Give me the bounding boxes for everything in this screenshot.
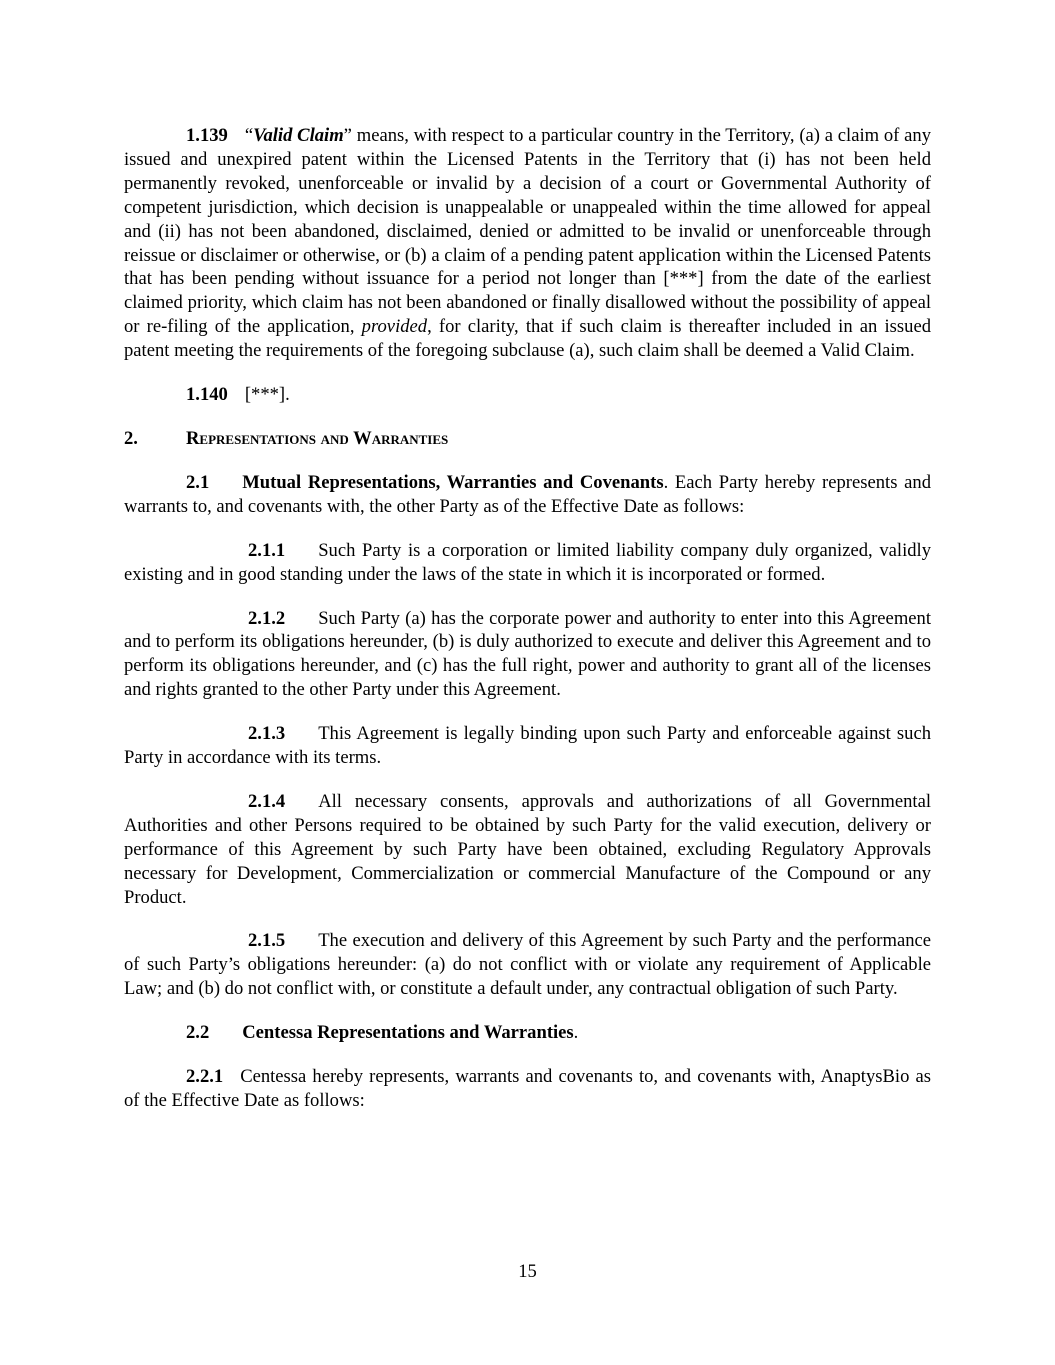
- article-2-heading: [124, 427, 931, 451]
- provided-term: provided: [361, 316, 428, 338]
- definition-text-cont: , for clarity, that if such claim is thereafter included in an issued patent meeting the requirements of the foregoing subclause (a), such claim shall be deemed a Valid Claim.: [124, 316, 931, 362]
- section-number: 2.2: [186, 1022, 210, 1044]
- page-number: 15: [518, 1261, 537, 1282]
- section-text: This Agreement is legally binding upon such Party and enforceable against such Party in accordance with its terms.: [124, 723, 931, 769]
- section-text: .: [573, 1022, 579, 1044]
- section-text: All necessary consents, approvals and authorizations of all Governmental Authorities and other Persons required to be obtained by such Party for the valid execution, delivery or performance of this Agreement by such Party have been obtained, excluding Regulatory Approvals necessary for Development, Commercialization or commercial Manufacture of the Compound or any Product.: [124, 790, 931, 908]
- defined-term: Valid Claim: [253, 125, 344, 146]
- definition-text: means, with respect to a particular country in the Territory, (a) a claim of any issued and unexpired patent within the Licensed Patents in the Territory that (i) has not been held permanently revoked, unenforceable or invalid by a decision of a court or Governmental Authority of competent jurisdiction, which decision is unappealable or unappealed within the time allowed for appeal and (ii) has not been abandoned, disclaimed, denied or admitted to be invalid or unenforceable through reissue or disclaimer or otherwise, or (b) a claim of a pending patent application within the Licensed Patents that has been pending without issuance for a period not longer than [***] from the date of the earliest claimed priority, which claim has not been abandoned or finally disallowed without the possibility of appeal or re-filing of the application,: [124, 125, 931, 338]
- section-text: Centessa hereby represents, warrants and covenants to, and covenants with, AnaptysBio as of the Effective Date as follows:: [124, 1066, 931, 1111]
- section-number: 2.1.4: [248, 790, 286, 812]
- section-text: . Each Party hereby represents and warrants to, and covenants with, the other Party as of the Effective Date as follows:: [124, 471, 931, 517]
- section-number: 2.2.1: [186, 1066, 224, 1088]
- article-number: 2.: [124, 427, 138, 449]
- open-quote: “: [244, 125, 254, 146]
- section-number: 2.1.3: [248, 723, 286, 745]
- section-text: Such Party is a corporation or limited liability company duly organized, validly existing and in good standing under the laws of the state in which it is incorporated or formed.: [124, 539, 931, 585]
- section-2-1-2: [124, 607, 931, 703]
- section-2-2: [124, 1021, 931, 1045]
- section-number: 2.1.1: [248, 539, 286, 561]
- section-text: The execution and delivery of this Agreement by such Party and the performance of such Party’s obligations hereunder: (a) do not conflict with or violate any requirement of Applicable Law; and (b) do not conflict with, or constitute a default under, any contractual obligation of such Party.: [124, 930, 931, 1000]
- section-2-1-3: [124, 722, 931, 770]
- section-text: Such Party (a) has the corporate power and authority to enter into this Agreement and to perform its obligations hereunder, (b) is duly authorized to execute and deliver this Agreement and to perform its obligations hereunder, and (c) has the full right, power and authority to grant all of the licenses and rights granted to the other Party under this Agreement.: [124, 607, 931, 701]
- section-1-139: [124, 124, 931, 363]
- section-number: 2.1.5: [248, 930, 286, 952]
- section-text: [***].: [244, 384, 290, 406]
- section-2-1: [124, 471, 931, 519]
- section-1-140: [124, 383, 931, 407]
- section-title: Mutual Representations, Warranties and Covenants: [242, 471, 664, 493]
- section-2-1-4: [124, 790, 931, 910]
- article-title: Representations and Warranties: [186, 427, 449, 449]
- section-number: 1.140: [186, 384, 228, 406]
- section-2-1-1: [124, 539, 931, 587]
- section-2-2-1: [124, 1065, 931, 1113]
- section-number: 1.139: [186, 125, 228, 146]
- section-number: 2.1.2: [248, 607, 286, 629]
- section-2-1-5: [124, 929, 931, 1001]
- section-title: Centessa Representations and Warranties: [242, 1022, 574, 1044]
- document-page: [124, 124, 931, 1113]
- close-quote: ”: [343, 125, 352, 146]
- section-number: 2.1: [186, 471, 210, 493]
